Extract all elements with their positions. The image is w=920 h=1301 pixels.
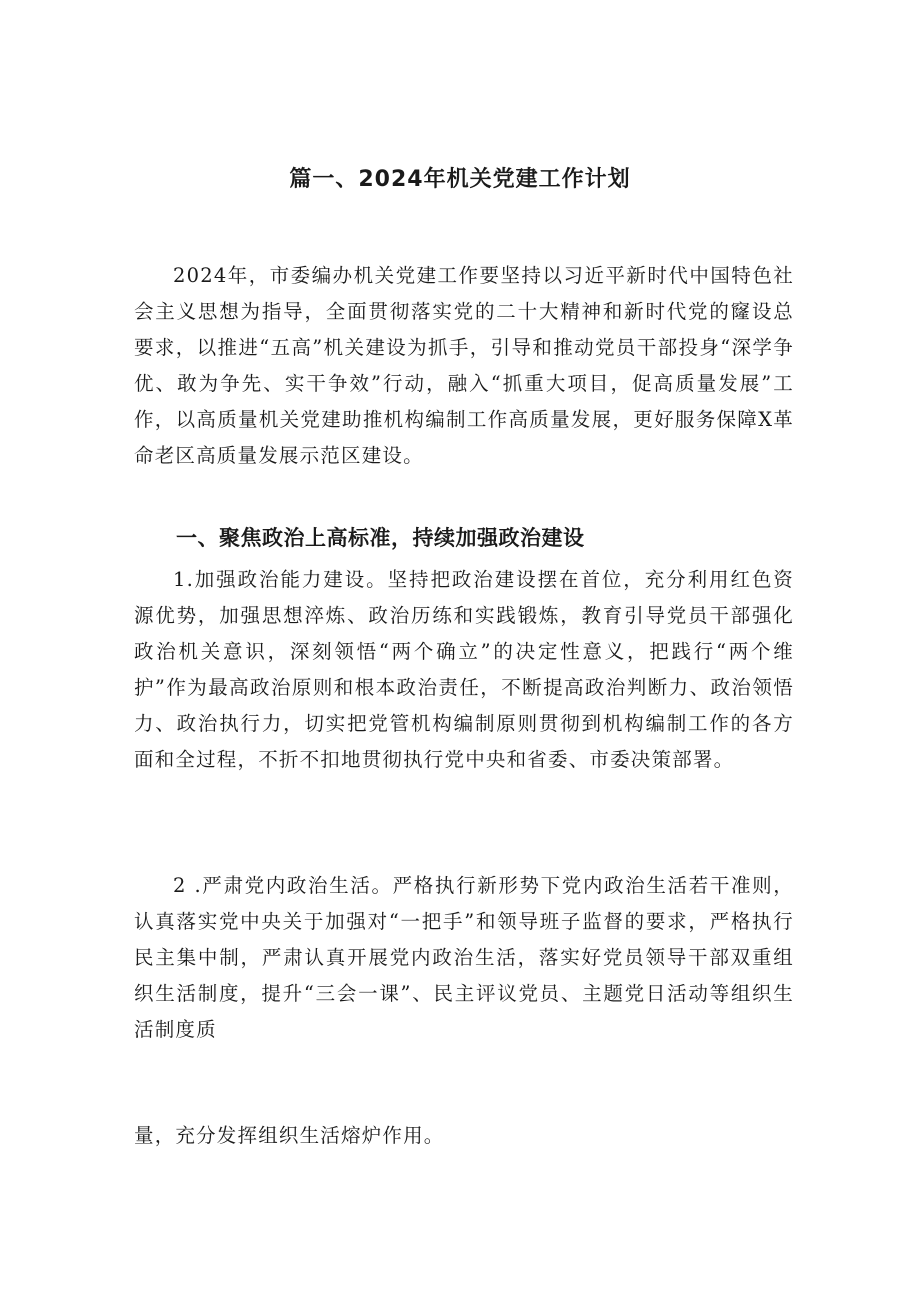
item-2-continuation: 量，充分发挥组织生活熔炉作用。 [134, 1124, 445, 1147]
item-2-paragraph: 2 .严肃党内政治生活。严格执行新形势下党内政治生活若干准则，认真落实党中央关于加强对“一把手”和领导班子监督的要求，严格执行民主集中制，严肃认真开展党内政治生活，落实好党员领导干部双重组织生活制度，提升“三会一课”、民主评议党员、主题党日活动等组织生活制度质 [134, 874, 794, 1041]
item-1-paragraph: 1.加强政治能力建设。坚持把政治建设摆在首位，充分利用红色资源优势，加强思想淬炼、政治历练和实践锻炼，教育引导党员干部强化政治机关意识，深刻领悟“两个确立”的决定性意义，把践行“两个维护”作为最高政治原则和根本政治责任，不断提高政治判断力、政治领悟力、政治执行力，切实把党管机构编制原则贯彻到机构编制工作的各方面和全过程，不折不扣地贯彻执行党中央和省委、市委决策部署。 [134, 568, 794, 771]
document-title: 篇一、2024年机关党建工作计划 [289, 167, 631, 192]
section-heading: 一、聚焦政治上高标准，持续加强政治建设 [176, 526, 585, 550]
intro-paragraph: 2024年，市委编办机关党建工作要坚持以习近平新时代中国特色社会主义思想为指导，全面贯彻落实党的二十大精神和新时代党的窿设总要求，以推进“五高”机关建设为抓手，引导和推动党员干部投身“深学争优、敢为争先、实干争效”行动，融入“抓重大项目，促高质量发展”工作，以高质量机关党建助推机构编制工作高质量发展，更好服务保障X革命老区高质量发展示范区建设。 [134, 264, 794, 467]
